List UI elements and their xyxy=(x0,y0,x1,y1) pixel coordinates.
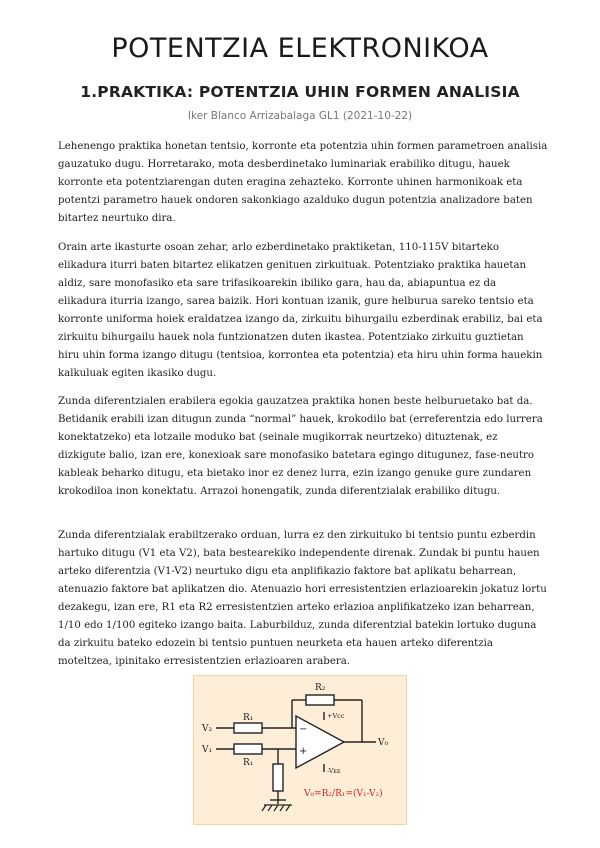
label-vcc: +Vcc xyxy=(327,712,345,720)
output-formula: V₀=R₂/R₁=(V₁-V₂) xyxy=(304,789,383,799)
paragraph-differential-probes: Zunda diferentzialen erabilera egokia gauzatzea praktika honen beste helburuetako bat da. Betidanik erabili izan ditugun zunda “normal” hauek, krokodilo bat (erreferentzia edo lurrera konektatzeko) eta lotzaile moduko bat (seinale mugikorrak neurtzeko) dituztenak, ez dizkigute balio, izan ere, konexioak sare monofasiko batetara egingo ditugunez, fase-neutro kableak beharko ditugu, eta bietako inor ez denez lurra, ezin izango genuke gure zundaren krokodiloa inon konektatu. Arrazoi honengatik, zunda diferentzialak erabiliko ditugu. xyxy=(58,396,543,497)
resistor-r1-top xyxy=(234,723,262,733)
label-vee: -Vᴇᴇ xyxy=(327,767,341,775)
document-subtitle: 1.PRAKTIKA: POTENTZIA UHIN FORMEN ANALISIA xyxy=(80,83,520,101)
resistor-r1-bottom xyxy=(234,744,262,754)
label-r1-bottom: R₁ xyxy=(243,758,254,768)
label-v2: V₂ xyxy=(202,724,213,734)
author-line: Iker Blanco Arrizabalaga GL1 (2021-10-22) xyxy=(187,110,413,122)
paragraph-intro: Lehenengo praktika honetan tentsio, korronte eta potentzia uhin formen parametroen analisia gauzatuko dugu. Horretarako, mota desberdinetako luminariak erabiliko ditugu, hauek korronte eta potentziarengan duten eragina zehazteko. Korronte uhinen harmonikoak eta potentzi parametro hauek ondoren sakonkiago azalduko dugun potentzia analizadore baten bitartez neurtuko dira. xyxy=(58,141,548,224)
label-r1-top: R₁ xyxy=(243,713,254,723)
document-title: POTENTZIA ELEKTRONIKOA xyxy=(111,33,489,64)
label-noninverting-input: + xyxy=(299,746,308,757)
label-inverting-input: − xyxy=(299,724,308,735)
label-v1: V₁ xyxy=(202,745,213,755)
paragraph-probe-usage: Zunda diferentzialak erabiltzerako orduan, lurra ez den zirkuituko bi tentsio puntu ezberdin hartuko ditugu (V1 eta V2), bata bestearekiko independente direnak. Zundak bi puntu hauen arteko diferentzia (V1-V2) neurtuko digu eta anplifikazio faktore bat aplikatu beharrean, atenuazio faktore bat aplikatzen dio. Atenuazio hori erresistentzien erlazioarekin jokatuz lortu dezakegu, izan ere, R1 eta R2 erresistentzien arteko erlazioa anplifikatzeko izan beharrean, 1/10 edo 1/100 egiteko izango baita. Laburbilduz, zunda diferentzial batekin lortuko duguna da zirkuitu bateko edozein bi tentsio puntuen neurketa eta hauen arteko diferentzia moteltzea, ipinitako erresistentzien erlazioaren arabera. xyxy=(58,530,547,667)
label-vout: V₀ xyxy=(378,738,389,748)
paragraph-power-supply: Orain arte ikasturte osoan zehar, arlo ezberdinetako praktiketan, 110-115V bitarteko elikadura iturri baten bitartez elikatzen genituen zirkuituak. Potentziako praktika hauetan aldiz, sare monofasiko eta sare trifasikoarekin ibiliko gara, hau da, abiapuntua ez da elikadura iturria izango, sarea baizik. Hori kontuan izanik, gure helburua sareko tentsio eta korronte uniforma hoiek eraldatzea izango da, zirkuitu bihurgailu ezberdinak erabiliz, bai eta zirkuitu bihurgailu hauek nola funtzionatzen duten ikastea. Potentziako zirkuitu guztietan hiru uhin forma izango ditugu (tentsioa, korrontea eta potentzia) eta hiru uhin forma hauekin kalkuluak egiten ikasiko dugu. xyxy=(58,242,543,379)
differential-amplifier-figure xyxy=(193,675,407,825)
ground-icon xyxy=(262,805,292,811)
circuit-diagram xyxy=(194,676,406,824)
label-r2: R₂ xyxy=(315,683,326,693)
resistor-ground xyxy=(273,764,283,791)
resistor-r2 xyxy=(306,695,334,705)
